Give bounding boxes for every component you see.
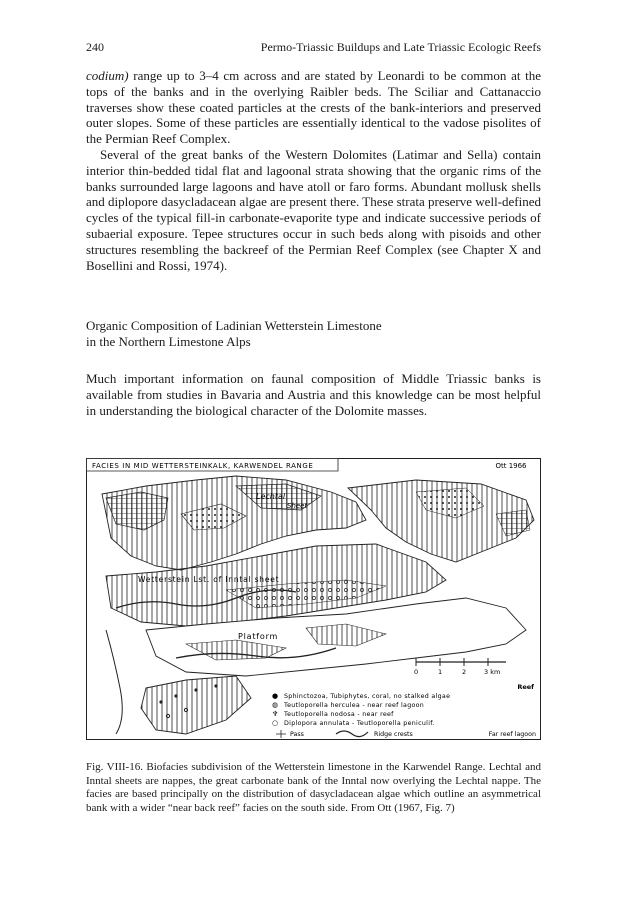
paragraph-3: Much important information on faunal composition of Middle Triassic banks is available from studies in Bavaria and Austria and this knowledge can be most helpful in understanding the biological character of the Dolomite masses. bbox=[86, 371, 541, 418]
running-title: Permo-Triassic Buildups and Late Triassic Ecologic Reefs bbox=[260, 40, 541, 54]
label-platform: Platform bbox=[238, 632, 279, 641]
label-sheet: Sheet bbox=[287, 502, 308, 510]
scale-tick-3: 3 km bbox=[484, 668, 501, 676]
label-inntal: Wetterstein Lst. of Inntal sheet bbox=[138, 575, 280, 584]
facies-map-figure bbox=[86, 458, 541, 740]
legend-symbol-1: ◍ bbox=[272, 701, 279, 709]
page-number: 240 bbox=[86, 40, 104, 54]
paragraph-1 bbox=[86, 68, 541, 147]
paragraph-2: Several of the great banks of the Western Dolomites (Latimar and Sella) contain interior thin-bedded tidal flat and lagoonal strata showing that the organic rims of the banks surrounded large lagoons and have atoll or faro forms. Abundant mollusk shells and diplopore dasycladacean algae are present there. These strata preserve well-defined cycles of the typical fill-in carbonate-evaporite type and indicate successive periods of subaerial exposure. Tepee structures occur in such beds along with pisoids and other structures resembling the backreef of the Permian Reef Complex (see Chapter X and Bosellini and Rossi, 1974). bbox=[86, 146, 541, 273]
legend-symbol-0: ● bbox=[272, 692, 279, 700]
figure-caption bbox=[86, 761, 541, 815]
legend-text-0: Sphinctozoa, Tubiphytes, coral, no stalked algae bbox=[284, 693, 451, 700]
caption-label: Fig. VIII-16. bbox=[86, 761, 143, 773]
legend-text-2: Teutloporella nodosa - near reef bbox=[284, 711, 394, 718]
running-header bbox=[86, 40, 541, 58]
scale-tick-0: 0 bbox=[414, 668, 419, 676]
facies-map bbox=[86, 458, 541, 740]
legend-symbol-3: ○ bbox=[272, 719, 279, 727]
legend-ridge: Ridge crests bbox=[374, 731, 413, 738]
section-heading-line-1: Organic Composition of Ladinian Wetterstein Limestone bbox=[86, 318, 382, 333]
body-text bbox=[86, 68, 541, 273]
section-heading-line-2: in the Northern Limestone Alps bbox=[86, 334, 251, 349]
map-legend bbox=[268, 682, 540, 739]
section-heading bbox=[86, 318, 541, 350]
scale-tick-1: 1 bbox=[438, 668, 443, 676]
legend-heading: Reef bbox=[517, 683, 534, 691]
legend-text-1: Teutloporella herculea - near reef lagoon bbox=[284, 702, 425, 709]
label-lechtal: Lechtal bbox=[256, 492, 286, 501]
paragraph-1-italic: codium) bbox=[86, 68, 129, 83]
paragraph-1-text: range up to 3–4 cm across and are stated by Leonardi to be common at the tops of the banks and in the overlying Raibler beds. The Sciliar and Cattanaccio traverses show these coated particles at the crests of the bank-interiors and preserved outer slopes. Some of these particles are essentially identical to the vadose pisolites of the Permian Reef Complex. bbox=[86, 68, 541, 147]
legend-text-3: Diplopora annulata - Teutloporella peniculif. bbox=[284, 720, 435, 727]
legend-symbol-2: ♆ bbox=[272, 710, 279, 718]
legend-pass: Pass bbox=[290, 731, 304, 738]
caption-text: Biofacies subdivision of the Wetterstein limestone in the Karwendel Range. Lechtal and Inntal sheets are nappes, the great carbonate bank of the Inntal now overlying the Lechtal nappe. The facies are based principally on the distribution of dasycladacean algae which outline an asymmetrical bank with a wider “near back reef” facies on the south side. From Ott (1967, Fig. 7) bbox=[86, 761, 541, 814]
map-title: FACIES IN MID WETTERSTEINKALK, KARWENDEL RANGE bbox=[92, 462, 314, 470]
scale-tick-2: 2 bbox=[462, 668, 467, 676]
map-credit: Ott 1966 bbox=[495, 462, 527, 470]
legend-far-reef: Far reef lagoon bbox=[488, 731, 536, 738]
